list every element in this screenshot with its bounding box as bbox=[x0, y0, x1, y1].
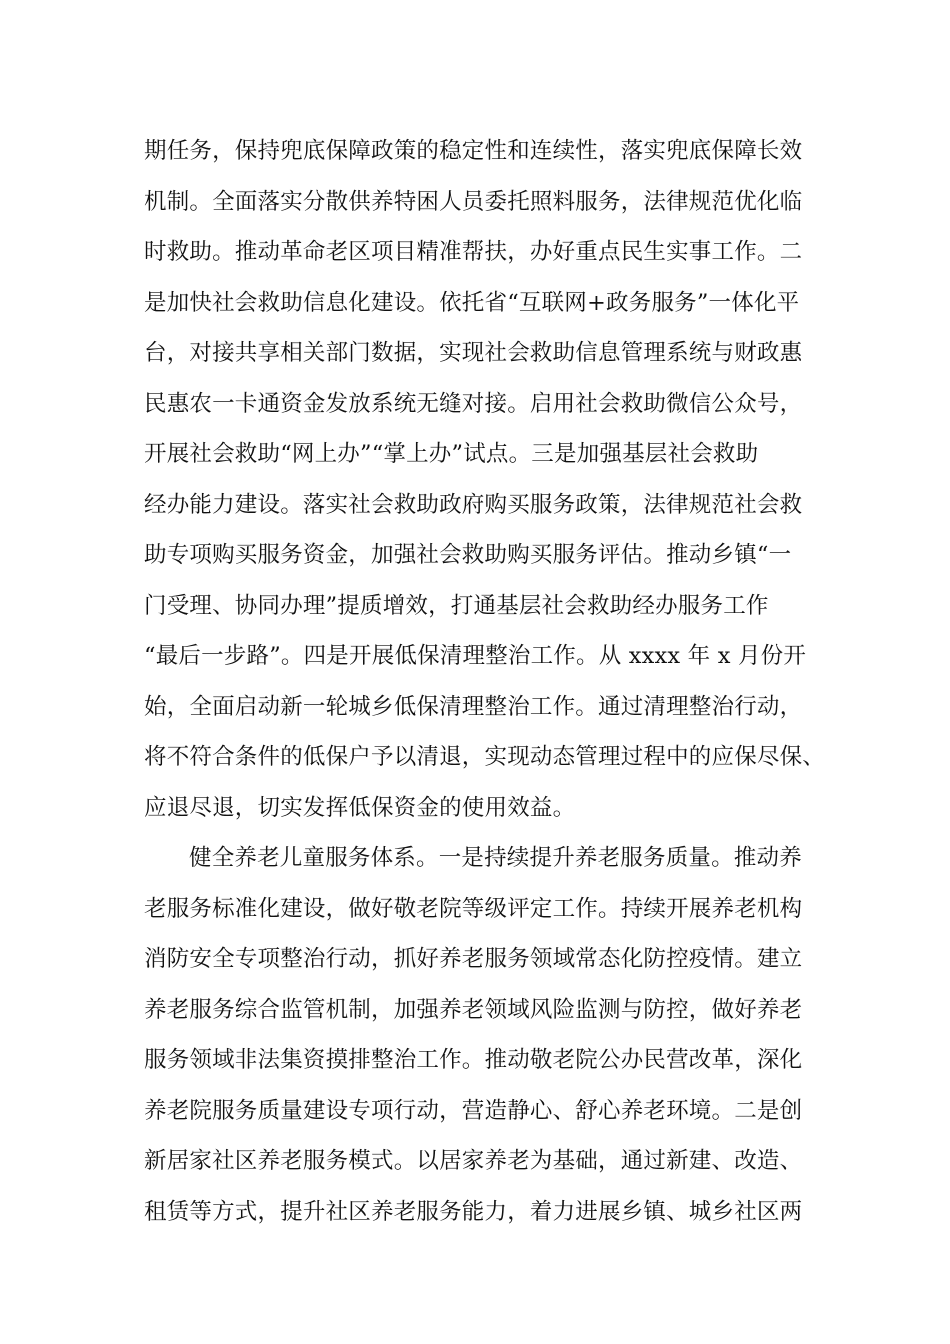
text-line: 开展社会救助“网上办”“掌上办”试点。三是加强基层社会救助 bbox=[144, 441, 759, 467]
text-line: “最后一步路”。四是开展低保清理整治工作。从 xxxx 年 x 月份开 bbox=[144, 643, 807, 669]
text-line: 机制。全面落实分散供养特困人员委托照料服务，法律规范优化临 bbox=[144, 188, 803, 215]
text-line: 经办能力建设。落实社会救助政府购买服务政策，法律规范社会救 bbox=[144, 491, 803, 518]
text-line: 民惠农一卡通资金发放系统无缝对接。启用社会救助微信公众号， bbox=[144, 390, 803, 417]
text-line: 始，全面启动新一轮城乡低保清理整治工作。通过清理整治行动， bbox=[144, 693, 803, 720]
text-line: 养老院服务质量建设专项行动，营造静心、舒心养老环境。二是创 bbox=[144, 1097, 803, 1124]
text-line: 养老服务综合监管机制，加强养老领域风险监测与防控，做好养老 bbox=[144, 996, 803, 1023]
text-line: 老服务标准化建设，做好敬老院等级评定工作。持续开展养老机构 bbox=[144, 895, 803, 922]
text-line: 将不符合条件的低保户予以清退，实现动态管理过程中的应保尽保、 bbox=[144, 744, 826, 770]
paragraph-social-assistance bbox=[144, 126, 834, 833]
text-line: 是加快社会救助信息化建设。依托省“互联网+政务服务”一体化平 bbox=[144, 289, 800, 316]
text-line: 时救助。推动革命老区项目精准帮扶，办好重点民生实事工作。二 bbox=[144, 239, 803, 265]
text-line: 消防安全专项整治行动，抓好养老服务领域常态化防控疫情。建立 bbox=[144, 946, 803, 972]
paragraph-elderly-child-services bbox=[144, 833, 834, 1237]
text-line: 助专项购买服务资金，加强社会救助购买服务评估。推动乡镇“一 bbox=[144, 542, 792, 568]
text-line: 新居家社区养老服务模式。以居家养老为基础，通过新建、改造、 bbox=[144, 1148, 803, 1174]
text-line-indented: 健全养老儿童服务体系。一是持续提升养老服务质量。推动养 bbox=[189, 845, 802, 871]
text-line: 期任务，保持兜底保障政策的稳定性和连续性，落实兜底保障长效 bbox=[144, 138, 803, 164]
text-line: 应退尽退，切实发挥低保资金的使用效益。 bbox=[144, 794, 576, 821]
text-line: 租赁等方式，提升社区养老服务能力，着力进展乡镇、城乡社区两 bbox=[144, 1198, 803, 1225]
text-line: 服务领域非法集资摸排整治工作。推动敬老院公办民营改革，深化 bbox=[144, 1047, 803, 1073]
text-line: 台，对接共享相关部门数据，实现社会救助信息管理系统与财政惠 bbox=[144, 340, 803, 366]
text-line: 门受理、协同办理”提质增效，打通基层社会救助经办服务工作 bbox=[144, 592, 769, 619]
document-body bbox=[144, 126, 834, 1237]
